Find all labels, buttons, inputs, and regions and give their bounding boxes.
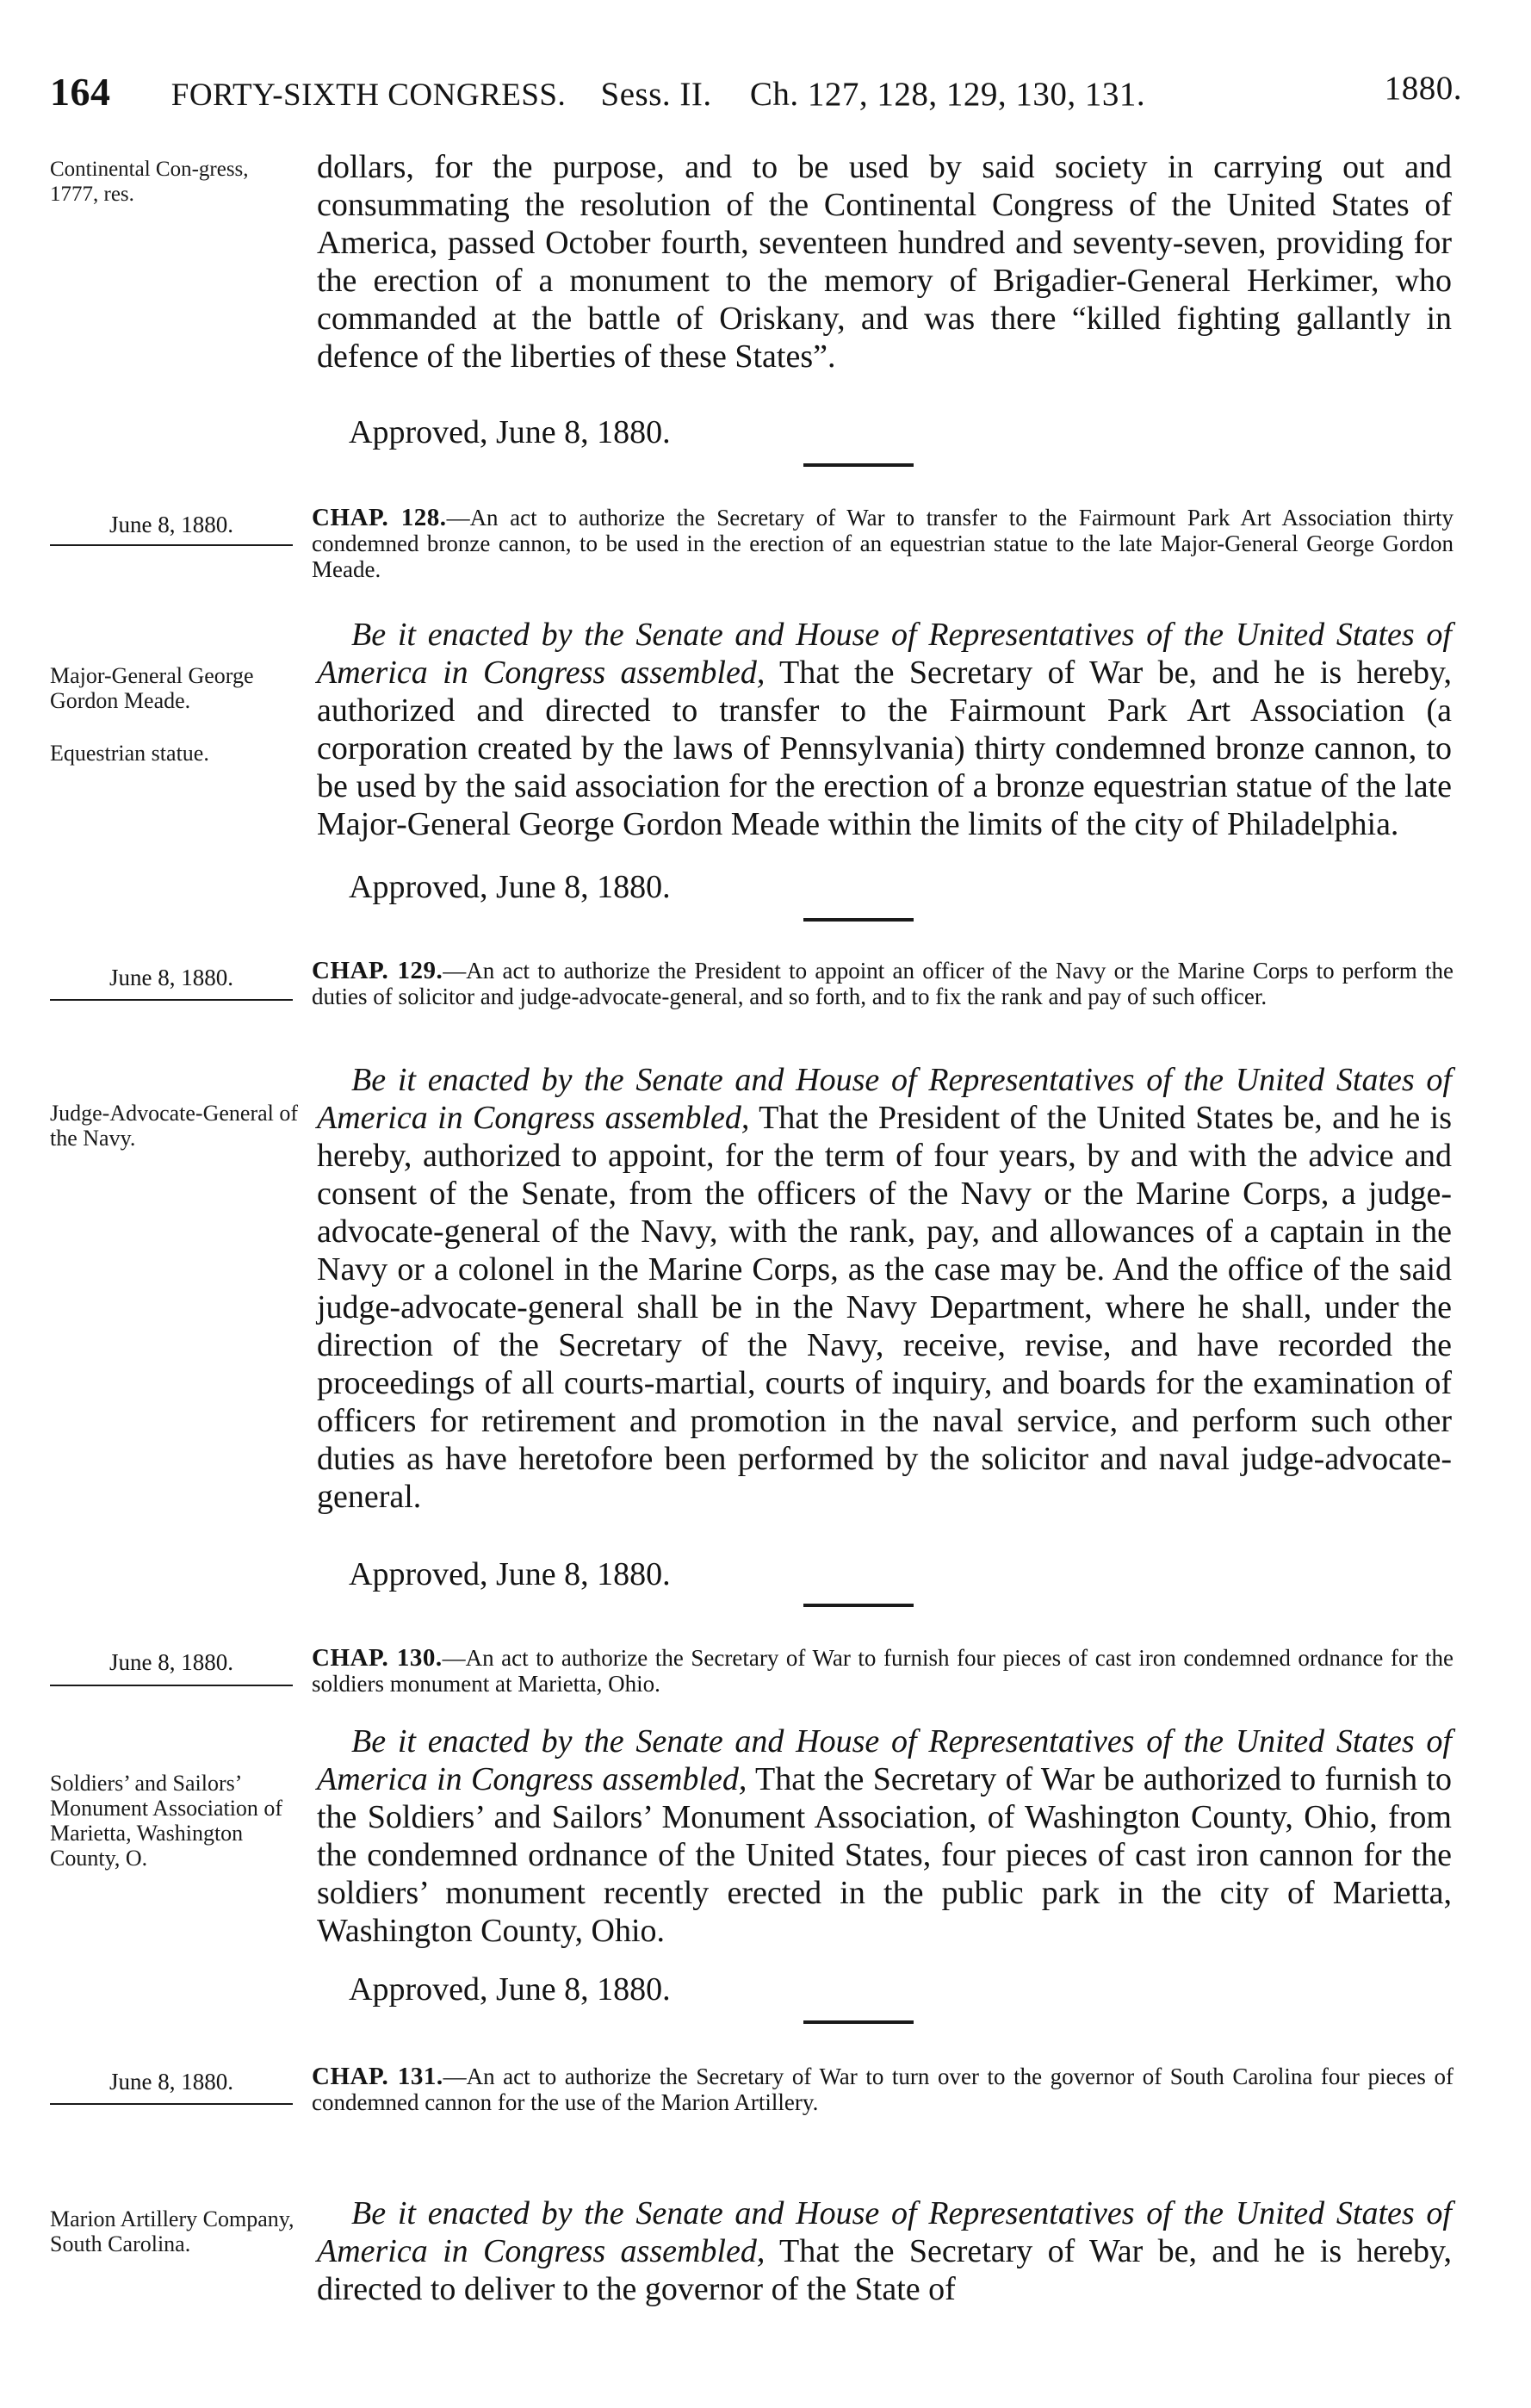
section-divider xyxy=(803,918,914,922)
chapter-date: June 8, 1880. xyxy=(109,2069,233,2095)
chapter-label: CHAP. 129. xyxy=(312,957,443,984)
act-text: That the President of the United States be, and he is hereby, authorized to appoint, for the term of four years, by and with the advice and consent of the Senate, from the officers of the Navy or the Marine Corps, a judge-advocate-general of the Navy, with the rank, pay, and allowances of a captain in the Navy or a colonel in the Marine Corps, as the case may be. And the office of the said judge-advocate-general shall be in the Navy Department, where he shall, under the direction of the Secretary of the Navy, receive, revise, and have recorded the proceedings of all courts-martial, courts of inquiry, and boards for the examination of officers for retirement and promotion in the naval service, and perform such other duties as have heretofore been performed by the solicitor and naval judge-advocate-general. xyxy=(317,1100,1453,1515)
section-divider xyxy=(803,2020,914,2024)
enacting-clause: Be it enacted by the Senate and House of Representatives of the United States of America in Congress assembled, xyxy=(317,1062,1452,1136)
margin-note-meade: Major-General George Gordon Meade. xyxy=(50,663,254,713)
chapter-heading xyxy=(312,505,1454,582)
enacting-paragraph xyxy=(317,1061,1452,1516)
margin-note-soldiers-monument: Soldiers’ and Sailors’ Monument Association of Marietta, Washington County, O. xyxy=(50,1771,283,1871)
chapter-heading xyxy=(312,958,1454,1009)
chapter-label: CHAP. 130. xyxy=(312,1644,443,1672)
chapter-title: —An act to authorize the Secretary of War to transfer to the Fairmount Park Art Association thirty condemned bronze cannon, to be used in the erection of an equestrian statue to the late Major-General George Gordon Meade. xyxy=(312,505,1454,582)
congress-title: FORTY-SIXTH CONGRESS. xyxy=(170,78,567,113)
session-label: Sess. II. xyxy=(600,76,712,113)
approved-line: Approved, June 8, 1880. xyxy=(349,414,671,450)
margin-note-continental-congress: Continental Con-gress, 1777, res. xyxy=(50,158,249,206)
page-number: 164 xyxy=(50,70,111,114)
header-year: 1880. xyxy=(1384,70,1462,107)
chapters-label: Ch. 127, 128, 129, 130, 131. xyxy=(749,76,1146,113)
date-rule xyxy=(50,1685,293,1686)
chapter-title: —An act to authorize the Secretary of War to turn over to the governor of South Carolina four pieces of condemned cannon for the use of the Marion Artillery. xyxy=(312,2064,1454,2115)
section-divider xyxy=(803,1604,914,1607)
chapter-title: —An act to authorize the President to appoint an officer of the Navy or the Marine Corps to perform the duties of solicitor and judge-advocate-general, and so forth, and to fix the rank and pay of such officer. xyxy=(312,958,1454,1009)
approved-line: Approved, June 8, 1880. xyxy=(349,1556,671,1592)
date-rule xyxy=(50,544,293,546)
chapter-heading xyxy=(312,2064,1454,2115)
chapter-date: June 8, 1880. xyxy=(109,965,233,990)
approved-line: Approved, June 8, 1880. xyxy=(349,869,671,905)
date-rule xyxy=(50,2103,293,2105)
chapter-heading xyxy=(312,1645,1454,1697)
enacting-paragraph xyxy=(317,1722,1452,1950)
approved-line: Approved, June 8, 1880. xyxy=(349,1971,671,2008)
margin-note-equestrian-statue: Equestrian statue. xyxy=(50,741,209,766)
chapter-label: CHAP. 128. xyxy=(312,504,447,531)
chapter-date: June 8, 1880. xyxy=(109,512,233,537)
enacting-clause: Be it enacted by the Senate and House of Representatives of the United States of America in Congress assembled, xyxy=(317,2195,1452,2269)
enacting-clause: Be it enacted by the Senate and House of Representatives of the United States of America in Congress assembled, xyxy=(317,617,1452,691)
chapter-label: CHAP. 131. xyxy=(312,2063,443,2090)
enacting-clause: Be it enacted by the Senate and House of Representatives of the United States of America in Congress assembled, xyxy=(317,1723,1452,1797)
act-text: That the Secretary of War be, and he is hereby, directed to deliver to the governor of the State of xyxy=(317,2233,1453,2307)
act-text: That the Secretary of War be authorized to furnish to the Soldiers’ and Sailors’ Monument Association, of Washington County, Ohio, from the condemned ordnance of the United States, four pieces of cast iron cannon for the soldiers’ monument recently erected in the public park in the city of Marietta, Washington County, Ohio. xyxy=(317,1761,1453,1949)
running-header xyxy=(50,69,1462,115)
chapter-date: June 8, 1880. xyxy=(109,1649,233,1675)
date-rule xyxy=(50,999,293,1001)
section-divider xyxy=(803,463,914,467)
chapter-title: —An act to authorize the Secretary of War to furnish four pieces of cast iron condemned ordnance for the soldiers monument at Marietta, Ohio. xyxy=(312,1645,1454,1697)
continuation-paragraph: dollars, for the purpose, and to be used by said society in carrying out and consummating the resolution of the Continental Congress of the United States of America, passed October fourth, seventeen hundred and seventy-seven, providing for the erection of a monument to the memory of Brigadier-General Herkimer, who commanded at the battle of Oriskany, and was there “killed fighting gallantly in defence of the liberties of these States”. xyxy=(317,149,1452,375)
margin-note-marion-artillery: Marion Artillery Company, South Carolina. xyxy=(50,2206,294,2256)
margin-note-judge-advocate: Judge-Advocate-General of the Navy. xyxy=(50,1101,299,1151)
enacting-paragraph xyxy=(317,2194,1452,2308)
enacting-paragraph xyxy=(317,616,1452,843)
act-text: That the Secretary of War be, and he is hereby, authorized and directed to transfer to the Fairmount Park Art Association (a corporation created by the laws of Pennsylvania) thirty condemned bronze cannon, to be used by the said association for the erection of a bronze equestrian statue of the late Major-General George Gordon Meade within the limits of the city of Philadelphia. xyxy=(317,655,1453,842)
